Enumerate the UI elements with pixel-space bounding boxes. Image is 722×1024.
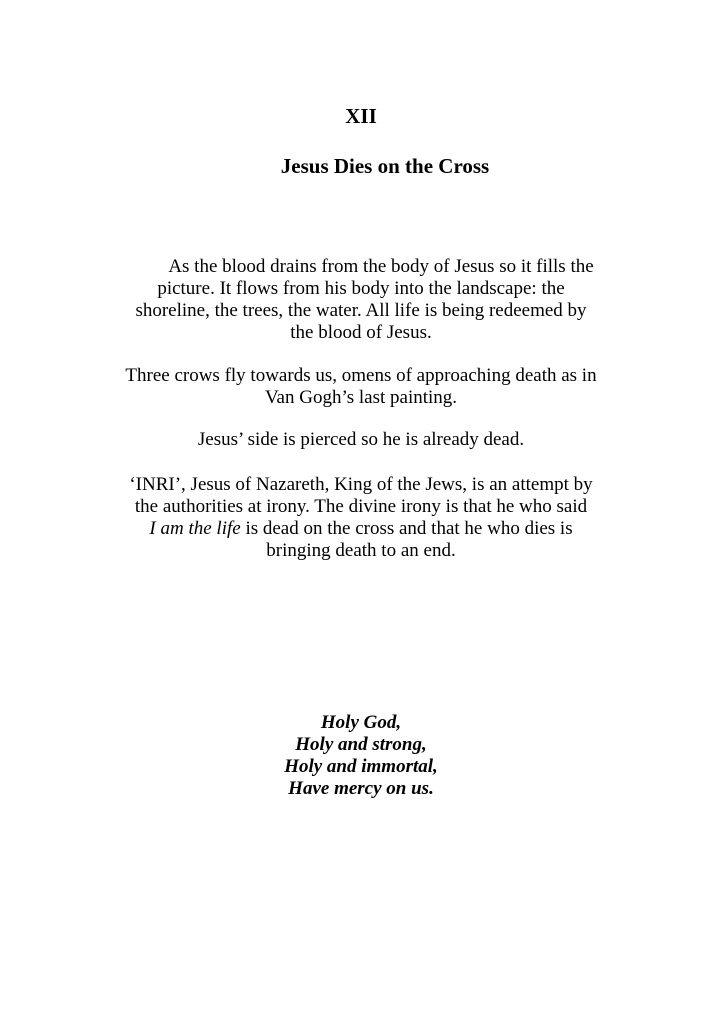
prayer-line: Holy God, [320,712,402,733]
text-line: ‘INRI’, Jesus of Nazareth, King of the Jews, is an attempt by [129,474,593,495]
italic-phrase: I am the life [149,518,241,539]
prayer-line: Holy and immortal, [284,756,438,777]
text-line: As the blood drains from the body of Jesus so it fills the [168,256,594,277]
prayer-block [0,712,722,800]
paragraph-pierced [90,429,632,451]
text-line: picture. It flows from his body into the landscape: the [157,278,565,299]
paragraph-crows [90,365,632,409]
station-title: Jesus Dies on the Cross [280,154,490,178]
text-line: Jesus’ side is pierced so he is already dead. [197,429,525,450]
paragraph-inri [90,474,632,562]
text-line: Van Gogh’s last painting. [264,387,458,408]
prayer-line: Holy and strong, [295,734,427,755]
text-line: the blood of Jesus. [290,322,432,343]
prayer-line: Have mercy on us. [288,778,434,799]
text-line: the authorities at irony. The divine irony is that he who said [134,496,588,517]
paragraph-blood [90,256,632,344]
text-line: bringing death to an end. [266,540,456,561]
text-line-rest: is dead on the cross and that he who dies is [240,518,573,539]
text-line [90,518,632,540]
text-line: Three crows fly towards us, omens of approaching death as in [125,365,597,386]
station-number: XII [345,104,377,128]
text-line: shoreline, the trees, the water. All life is being redeemed by [135,300,587,321]
